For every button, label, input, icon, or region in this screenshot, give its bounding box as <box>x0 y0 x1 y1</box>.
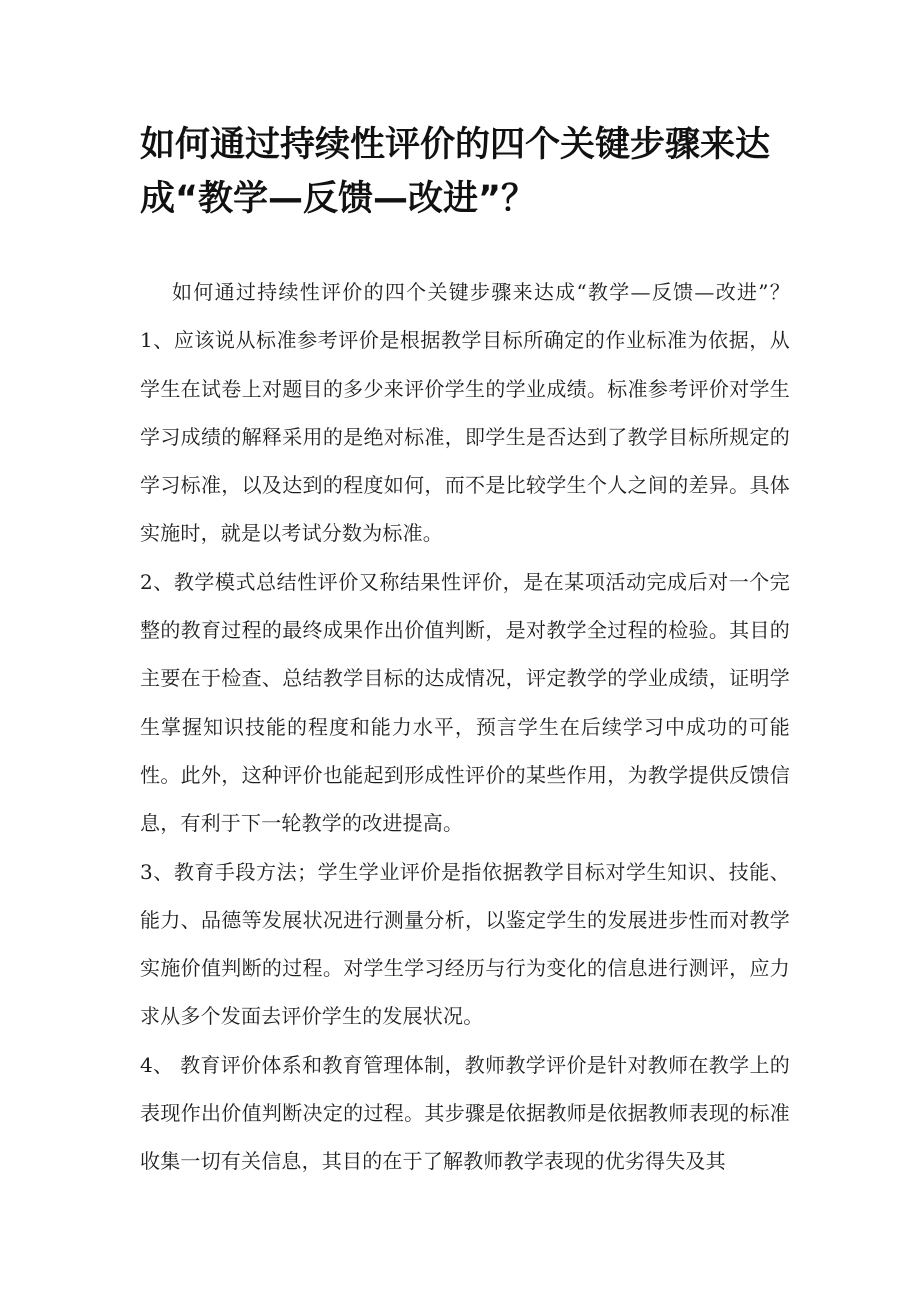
document-body <box>140 268 790 1186</box>
document-page <box>140 118 790 1186</box>
paragraph-step-4: 4、 教育评价体系和教育管理体制，教师教学评价是针对教师在教学上的表现作出价值判断决定的过程。其步骤是依据教师是依据教师表现的标准收集一切有关信息，其目的在于了解教师教学表现的优劣得失及其 <box>140 1052 790 1174</box>
paragraph-step-3: 3、教育手段方法；学生学业评价是指依据教学目标对学生知识、技能、能力、品德等发展状况进行测量分析，以鉴定学生的发展进步性而对教学实施价值判断的过程。对学生学习经历与行为变化的信息进行测评，应力求从多个发面去评价学生的发展状况。 <box>140 859 790 1029</box>
paragraph-intro-step-1: 如何通过持续性评价的四个关键步骤来达成“教学—反馈—改进”？1、应该说从标准参考评价是根据教学目标所确定的作业标准为依据，从学生在试卷上对题目的多少来评价学生的学业成绩。标准参考评价对学生学习成绩的解释采用的是绝对标准，即学生是否达到了教学目标所规定的学习标准，以及达到的程度如何，而不是比较学生个人之间的差异。具体实施时，就是以考试分数为标准。 <box>140 280 790 546</box>
document-title: 如何通过持续性评价的四个关键步骤来达成“教学—反馈—改进”？ <box>140 125 771 219</box>
paragraph-step-2: 2、教学模式总结性评价又称结果性评价，是在某项活动完成后对一个完整的教育过程的最终成果作出价值判断，是对教学全过程的检验。其目的主要在于检查、总结教学目标的达成情况，评定教学的学业成绩，证明学生掌握知识技能的程度和能力水平，预言学生在后续学习中成功的可能性。此外，这种评价也能起到形成性评价的某些作用，为教学提供反馈信息，有利于下一轮教学的改进提高。 <box>140 569 790 836</box>
